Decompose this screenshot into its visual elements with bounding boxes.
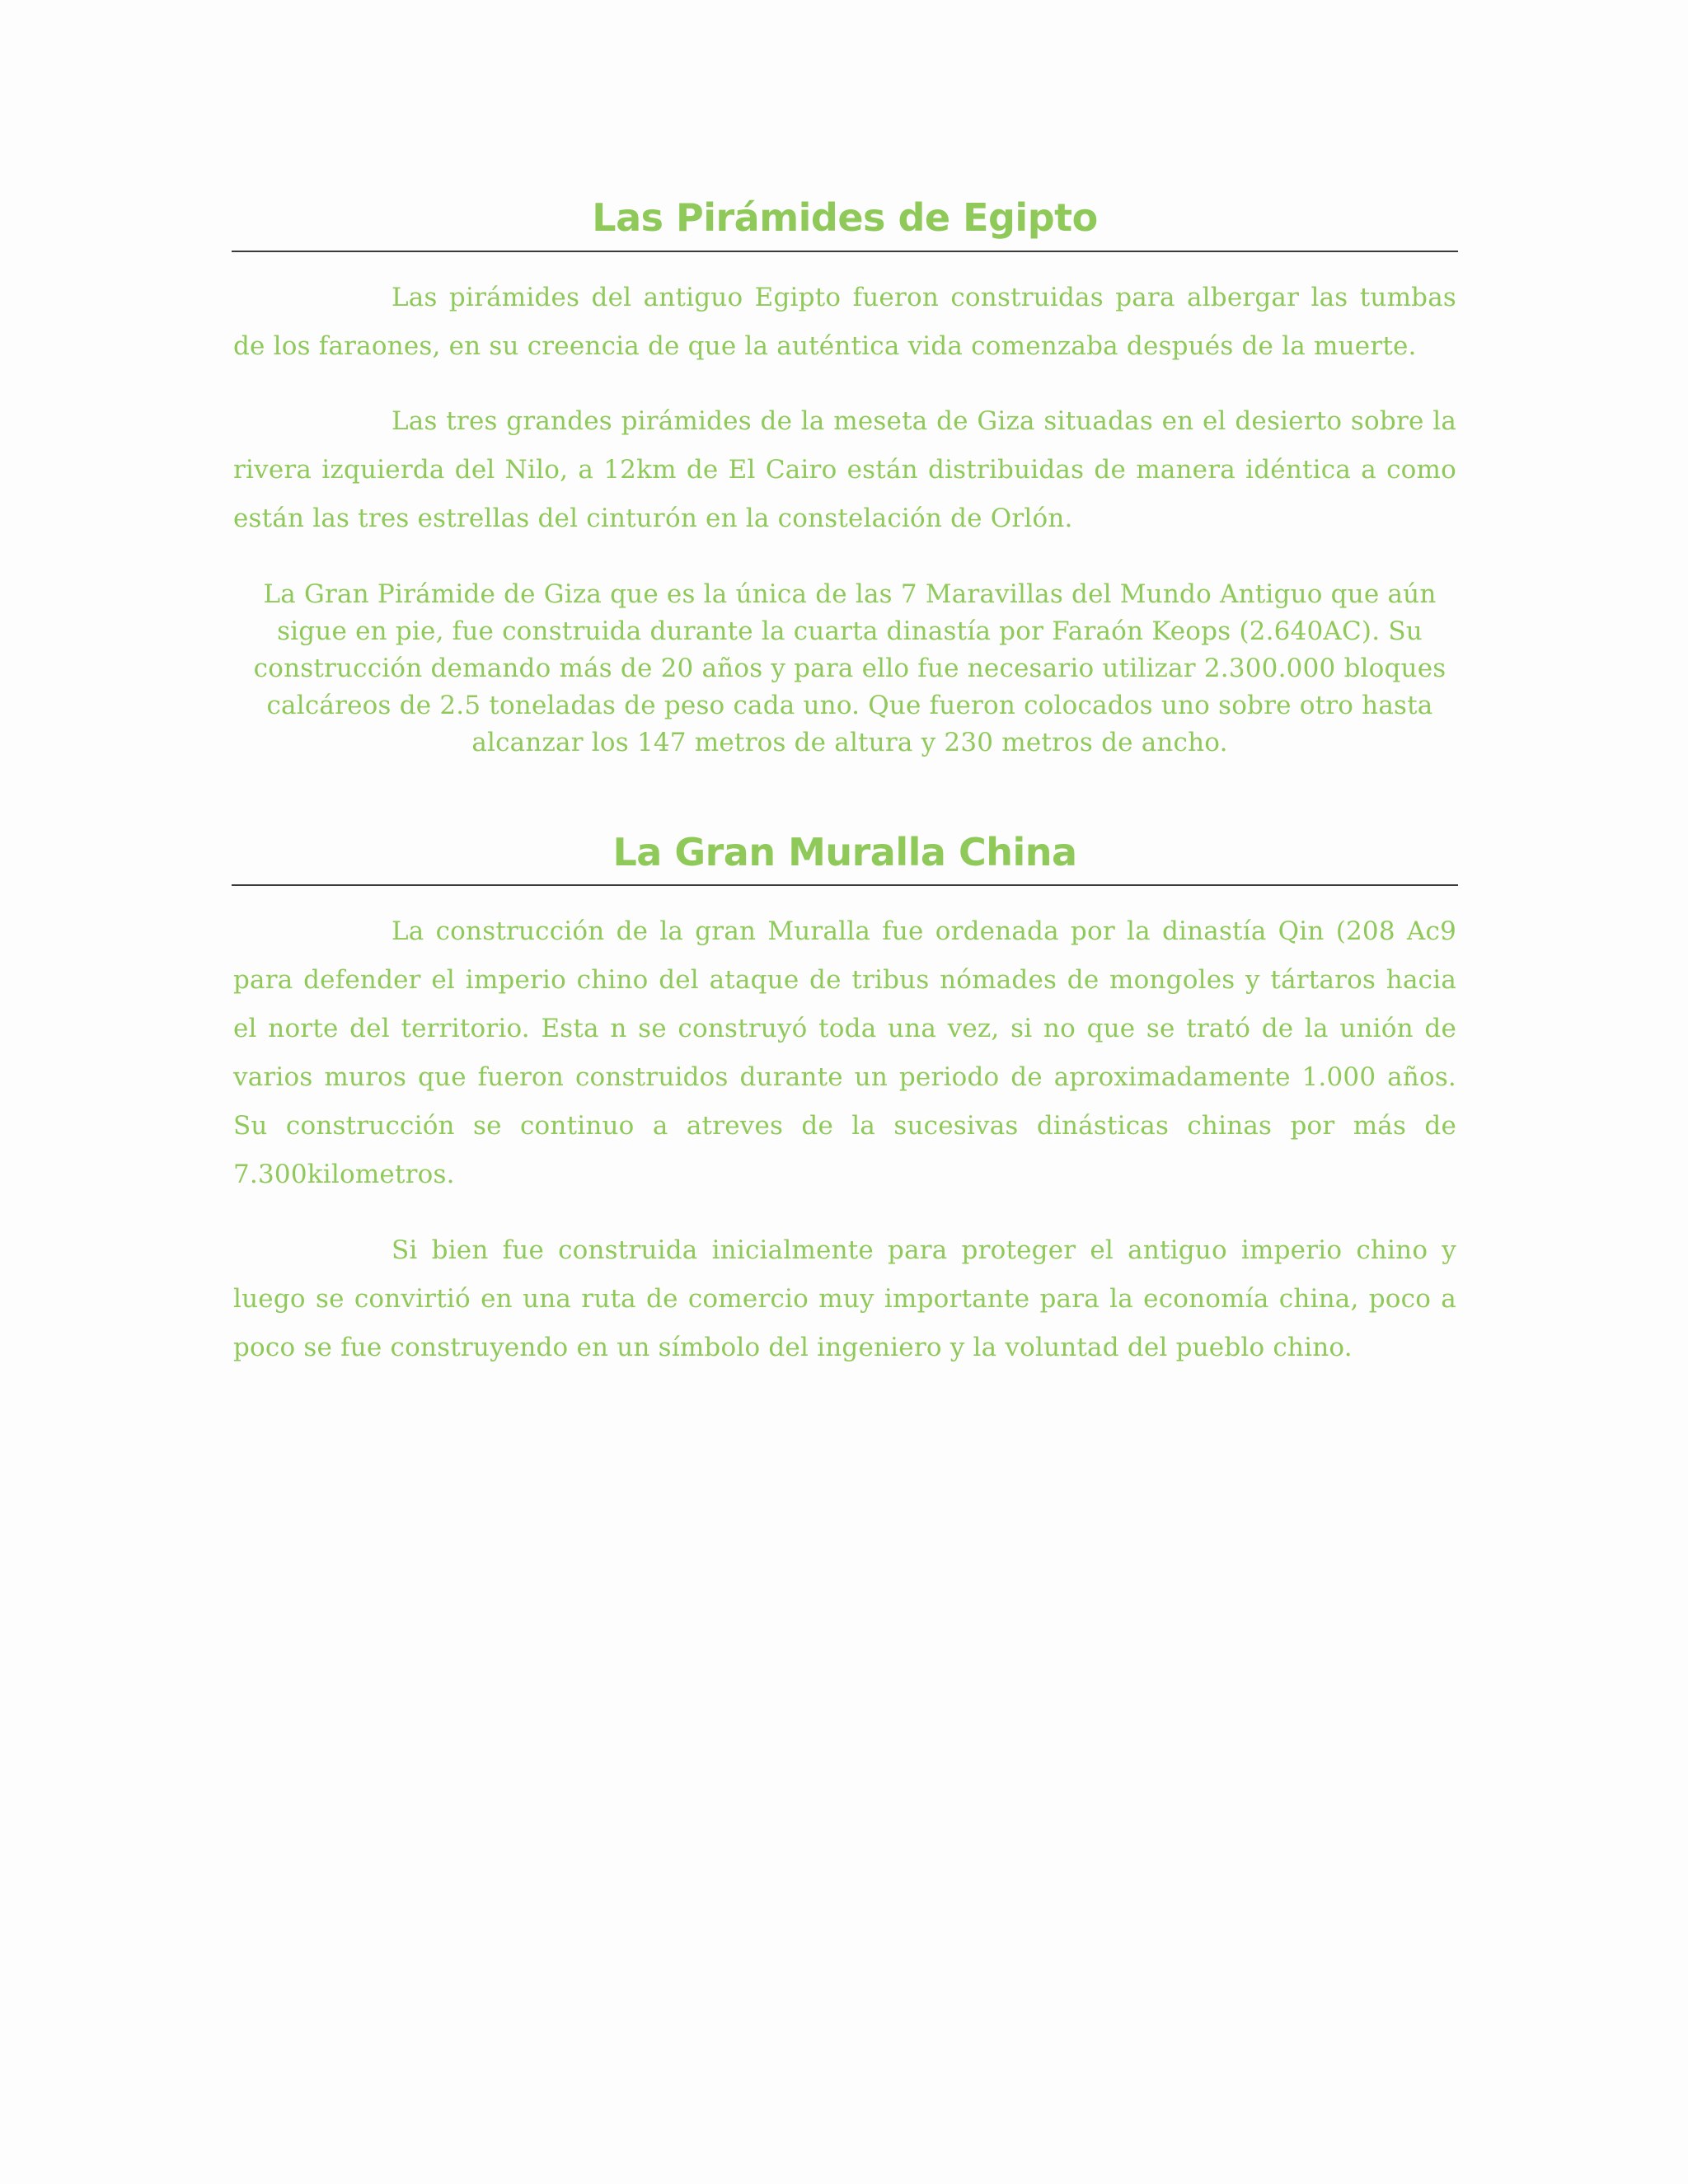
heading-underline <box>232 884 1458 886</box>
paragraph-muralla-construccion: La construcción de la gran Muralla fue ordenada por la dinastía Qin (208 Ac9 para defender el imperio chino del ataque de tribus nómades de mongoles y tártaros hacia el norte del territorio. Esta n se construyó toda una vez, si no que se trató de la unión de varios muros que fueron construidos durante un periodo de aproximadamente 1.000 años. Su construcción se continuo a atreves de la sucesivas dinásticas chinas por más de 7.300kilometros. <box>233 916 1456 1189</box>
paragraph-piramides-intro: Las pirámides del antiguo Egipto fueron construidas para albergar las tumbas de los faraones, en su creencia de que la auténtica vida comenzaba después de la muerte. <box>233 283 1456 361</box>
heading-underline <box>232 251 1458 252</box>
paragraph-gran-piramide: La Gran Pirámide de Giza que es la única de las 7 Maravillas del Mundo Antiguo que aún sigue en pie, fue construida durante la cuarta dinastía por Faraón Keops (2.640AC). Su construcción demando más de 20 años y para ello fue necesario utilizar 2.300.000 bloques calcáreos de 2.5 toneladas de peso cada uno. Que fueron colocados uno sobre otro hasta alcanzar los 147 metros de altura y 230 metros de ancho. <box>253 579 1447 757</box>
paragraph-muralla-simbolo: Si bien fue construida inicialmente para proteger el antiguo imperio chino y luego se convirtió en una ruta de comercio muy importante para la economía china, poco a poco se fue construyendo en un símbolo del ingeniero y la voluntad del pueblo chino. <box>233 1235 1456 1362</box>
section-title-piramides: Las Pirámides de Egipto <box>592 195 1098 240</box>
section-title-muralla: La Gran Muralla China <box>612 830 1077 874</box>
paragraph-piramides-giza: Las tres grandes pirámides de la meseta de Giza situadas en el desierto sobre la rivera izquierda del Nilo, a 12km de El Cairo están distribuidas de manera idéntica a como están las tres estrellas del cinturón en la constelación de Orlón. <box>233 406 1456 533</box>
